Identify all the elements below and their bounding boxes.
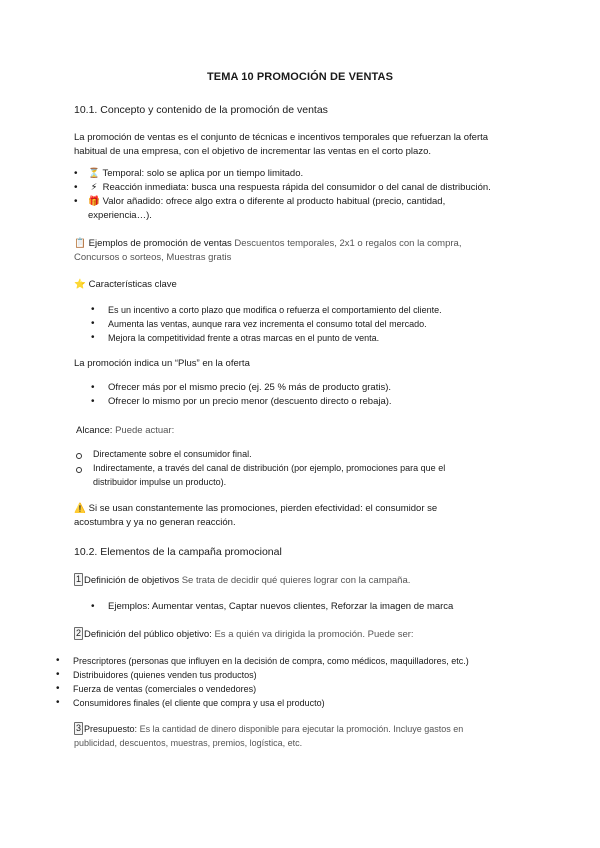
feature-item-valor-continued: experiencia…). — [88, 210, 152, 221]
step-2-label: Definición del público objetivo: — [84, 629, 212, 640]
bullet: • — [91, 382, 95, 393]
examples-line-2: Concursos o sorteos, Muestras gratis — [74, 252, 232, 263]
characteristic-item: Aumenta las ventas, aunque rara vez incrementa el consumo total del mercado. — [108, 319, 427, 329]
bullet: • — [74, 196, 78, 207]
feature-text: Reacción inmediata: busca una respuesta rápida del consumidor o del canal de distribución. — [102, 182, 491, 193]
scope-line — [76, 423, 174, 438]
bullet: • — [56, 655, 60, 666]
section-heading-10-2: 10.2. Elementos de la campaña promocional — [74, 546, 282, 558]
bullet: • — [56, 669, 60, 680]
characteristic-item: Es un incentivo a corto plazo que modifica o refuerza el comportamiento del cliente. — [108, 305, 442, 315]
bullet: • — [56, 683, 60, 694]
characteristic-item: Mejora la competitividad frente a otras marcas en el punto de venta. — [108, 333, 380, 343]
plus-item: Ofrecer más por el mismo precio (ej. 25 % más de producto gratis). — [108, 382, 391, 393]
page-title: TEMA 10 PROMOCIÓN DE VENTAS — [206, 71, 394, 83]
feature-item-reaccion — [88, 180, 491, 195]
bullet: • — [91, 601, 95, 612]
step-3-label: Presupuesto: — [84, 724, 138, 734]
step-3-text: Es la cantidad de dinero disponible para ejecutar la promoción. Incluye gastos en — [139, 724, 464, 734]
bullet: • — [91, 396, 95, 407]
gift-icon: 🎁 — [88, 196, 100, 207]
step-1-text: Se trata de decidir qué quieres lograr con la campaña. — [181, 575, 411, 586]
bullet: • — [91, 304, 95, 315]
intro-paragraph-line-1: La promoción de ventas es el conjunto de técnicas e incentivos temporales que refuerzan la oferta — [74, 132, 489, 143]
characteristics-heading — [74, 277, 177, 292]
scope-label: Alcance: — [76, 425, 113, 436]
step-2-line — [74, 627, 414, 642]
audience-item: Prescriptores (personas que influyen en la decisión de compra, como médicos, maquilladores, etc.) — [73, 656, 469, 666]
bullet: • — [56, 697, 60, 708]
audience-item: Consumidores finales (el cliente que compra y usa el producto) — [73, 698, 325, 708]
examples-text: Descuentos temporales, 2x1 o regalos con la compra, — [234, 238, 462, 249]
bullet: • — [91, 332, 95, 343]
intro-paragraph-line-2: habitual de una empresa, con el objetivo de incrementar las ventas en el corto plazo. — [74, 146, 431, 157]
warning-text: Si se usan constantemente las promociones, pierden efectividad: el consumidor se — [88, 503, 438, 514]
bullet: • — [74, 168, 78, 179]
step-3-line — [74, 722, 463, 736]
warning-line-1 — [74, 501, 437, 516]
step-1-example: Ejemplos: Aumentar ventas, Captar nuevos clientes, Reforzar la imagen de marca — [108, 601, 454, 612]
step-1-line — [74, 573, 410, 588]
feature-text: Temporal: solo se aplica por un tiempo limitado. — [102, 168, 304, 179]
scope-item: Indirectamente, a través del canal de distribución (por ejemplo, promociones para que el — [93, 463, 446, 473]
hourglass-icon: ⏳ — [88, 168, 100, 179]
warning-icon: ⚠️ — [74, 503, 86, 514]
plus-heading: La promoción indica un “Plus” en la oferta — [74, 358, 250, 369]
hollow-bullet — [76, 453, 82, 459]
warning-line-2: acostumbra y ya no generan reacción. — [74, 517, 236, 528]
scope-item-continued: distribuidor impulse un producto). — [93, 477, 227, 487]
section-heading-10-1: 10.1. Concepto y contenido de la promoción de ventas — [74, 104, 328, 116]
audience-item: Distribuidores (quienes venden tus productos) — [73, 670, 257, 680]
characteristics-title: Características clave — [88, 279, 177, 290]
keycap-3-icon: 3 — [76, 723, 82, 733]
step-1-label: Definición de objetivos — [84, 575, 180, 586]
scope-text: Puede actuar: — [115, 425, 175, 436]
examples-label: Ejemplos de promoción de ventas — [88, 238, 232, 249]
examples-line-1 — [74, 236, 461, 251]
feature-item-temporal — [88, 166, 303, 181]
keycap-2-icon: 2 — [76, 628, 82, 638]
feature-text: Valor añadido: ofrece algo extra o diferente al producto habitual (precio, cantidad, — [102, 196, 446, 207]
star-icon: ⭐ — [74, 279, 86, 290]
feature-item-valor — [88, 194, 445, 209]
step-2-text: Es a quién va dirigida la promoción. Puede ser: — [214, 629, 414, 640]
audience-item: Fuerza de ventas (comerciales o vendedores) — [73, 684, 257, 694]
hollow-bullet — [76, 467, 82, 473]
step-3-text-continued: publicidad, descuentos, muestras, premios, logística, etc. — [74, 738, 303, 748]
bullet: • — [91, 318, 95, 329]
scope-item: Directamente sobre el consumidor final. — [93, 449, 252, 459]
lightning-icon: ⚡ — [90, 182, 98, 193]
keycap-1-icon: 1 — [76, 574, 82, 584]
bullet: • — [74, 182, 78, 193]
plus-item: Ofrecer lo mismo por un precio menor (descuento directo o rebaja). — [108, 396, 392, 407]
clipboard-icon: 📋 — [74, 238, 86, 249]
